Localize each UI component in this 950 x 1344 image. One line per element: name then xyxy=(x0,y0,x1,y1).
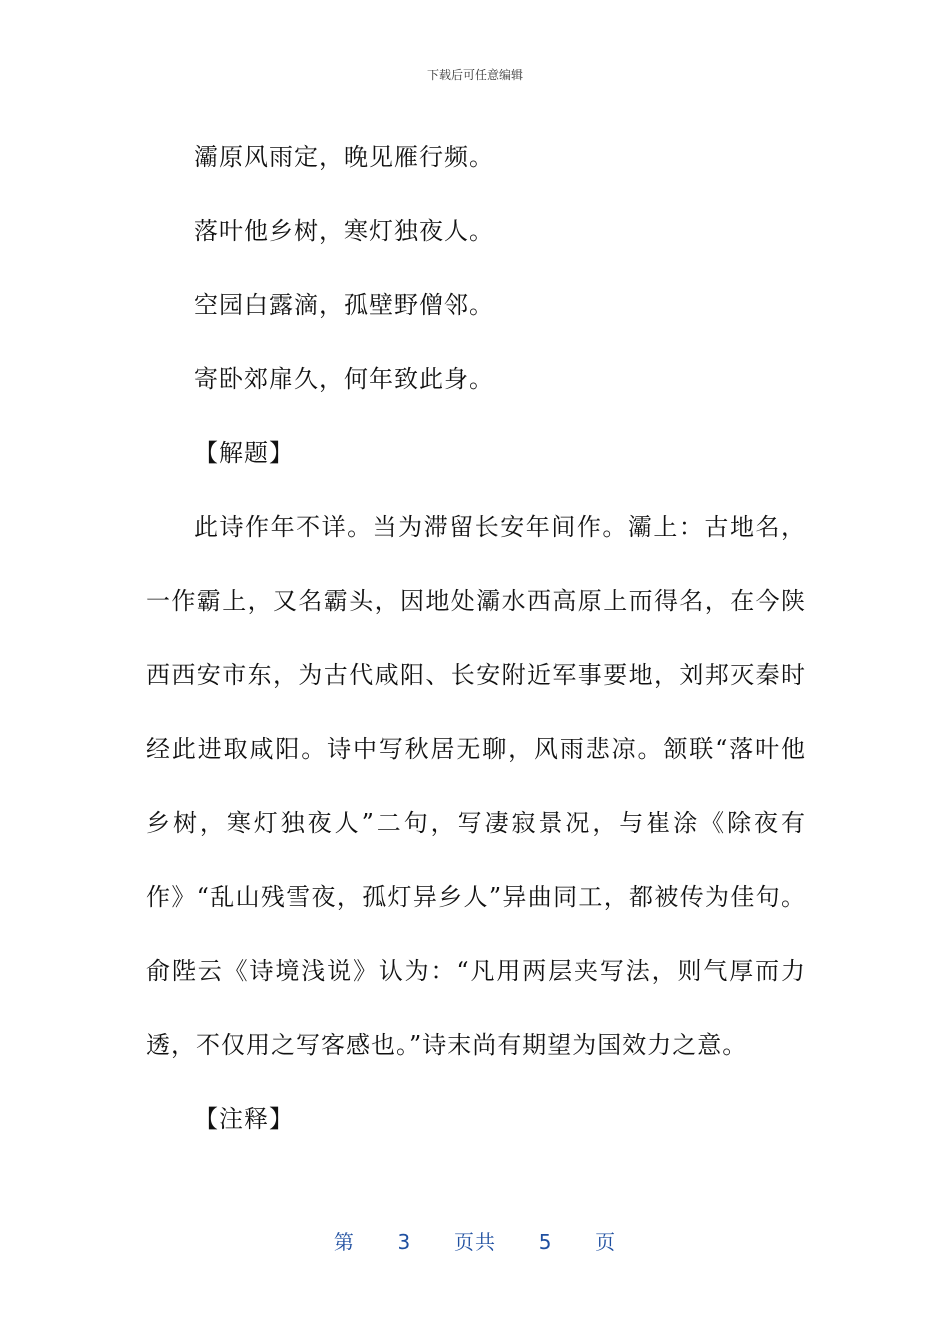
poem-line-3: 空园白露滴，孤壁野僧邻。 xyxy=(194,291,494,319)
footer-middle: 页共 xyxy=(454,1230,496,1254)
jieti-paragraph: 此诗作年不详。当为滞留长安年间作。灞上：古地名，一作霸上，又名霸头，因地处灞水西高原上而得名，在今陕西西安市东，为古代咸阳、长安附近军事要地，刘邦灭秦时经此进取咸阳。诗中写秋居无聊，风雨悲凉。颔联“落叶他乡树，寒灯独夜人”二句，写凄寂景况，与崔涂《除夜有作》“乱山残雪夜，孤灯异乡人”异曲同工，都被传为佳句。俞陛云《诗境浅说》认为：“凡用两层夹写法，则气厚而力透，不仅用之写客感也。”诗末尚有期望为国效力之意。 xyxy=(146,513,806,1059)
footer-suffix: 页 xyxy=(595,1230,617,1254)
poem-line-2: 落叶他乡树，寒灯独夜人。 xyxy=(194,217,494,245)
jieti-heading: 【解题】 xyxy=(194,439,294,467)
footer-total-pages: 5 xyxy=(538,1230,553,1254)
footer-current-page: 3 xyxy=(397,1230,412,1254)
poem-line-4: 寄卧郊扉久，何年致此身。 xyxy=(194,365,494,393)
document-body xyxy=(146,120,806,1156)
poem-line-1: 灞原风雨定，晚见雁行频。 xyxy=(194,143,494,171)
page-header: 下载后可任意编辑 xyxy=(426,68,523,82)
page-footer xyxy=(0,1226,950,1255)
footer-prefix: 第 xyxy=(333,1230,355,1254)
zhushi-heading: 【注释】 xyxy=(194,1105,294,1133)
